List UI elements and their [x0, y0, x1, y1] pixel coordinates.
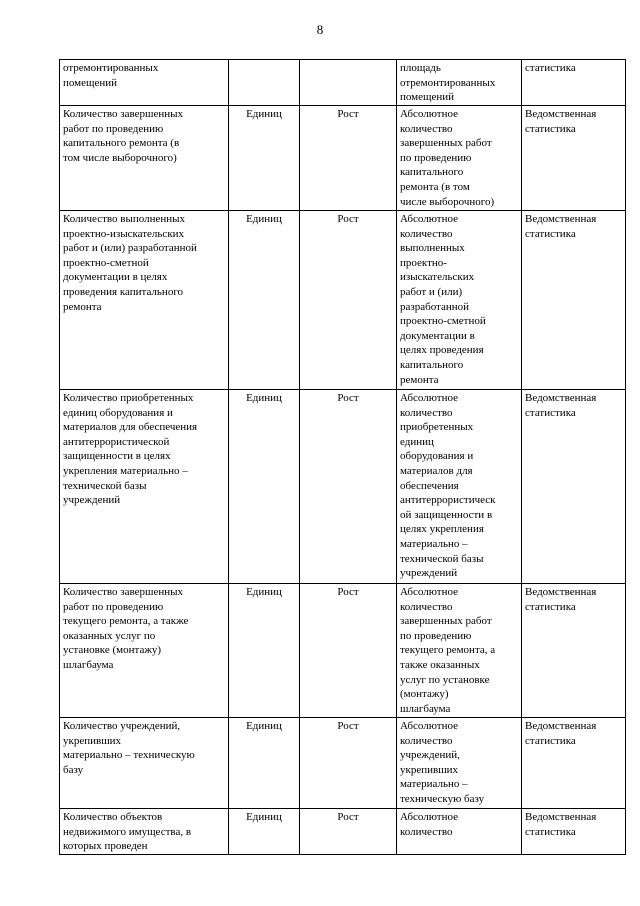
indicator-name: Количество выполненных проектно-изыскательских работ и (или) разработанной проектно-сметной документации в целях проведения капитального ремонта	[63, 213, 197, 313]
trend-cell	[300, 809, 397, 855]
unit-value: Единиц	[246, 586, 282, 598]
unit-cell	[229, 584, 300, 718]
trend-value: Рост	[337, 720, 359, 732]
source-cell	[522, 211, 626, 390]
method-cell	[397, 60, 522, 106]
unit-cell	[229, 211, 300, 390]
table-row	[60, 60, 626, 106]
trend-value: Рост	[337, 392, 359, 404]
data-source: Ведомственная статистика	[525, 586, 597, 613]
calculation-method: Абсолютное количество приобретенных единиц оборудования и материалов для обеспечения антитеррористическ ой защищенности в целях укрепления материально – технической базы учреждений	[400, 392, 496, 580]
unit-cell	[229, 60, 300, 106]
trend-cell	[300, 718, 397, 809]
method-cell	[397, 584, 522, 718]
trend-value: Рост	[337, 213, 359, 225]
source-cell	[522, 718, 626, 809]
unit-cell	[229, 390, 300, 584]
trend-cell	[300, 390, 397, 584]
table-row	[60, 718, 626, 809]
table-row	[60, 809, 626, 855]
data-source: Ведомственная статистика	[525, 392, 597, 419]
method-cell	[397, 809, 522, 855]
indicator-name: Количество объектов недвижимого имущества, в которых проведен	[63, 811, 192, 853]
data-source: Ведомственная статистика	[525, 811, 597, 838]
trend-cell	[300, 584, 397, 718]
table-row	[60, 584, 626, 718]
data-source: Ведомственная статистика	[525, 720, 597, 747]
indicator-name-cell	[60, 390, 229, 584]
indicator-name: Количество завершенных работ по проведению текущего ремонта, а также оказанных услуг по установке (монтажу) шлагбаума	[63, 586, 189, 671]
method-cell	[397, 718, 522, 809]
calculation-method: площадь отремонтированных помещений	[400, 62, 496, 104]
indicator-name-cell	[60, 106, 229, 211]
page-number: 8	[316, 22, 324, 37]
trend-value: Рост	[337, 108, 359, 120]
source-cell	[522, 390, 626, 584]
indicator-name-cell	[60, 60, 229, 106]
table-row	[60, 211, 626, 390]
table-row	[60, 390, 626, 584]
unit-value: Единиц	[246, 720, 282, 732]
source-cell	[522, 60, 626, 106]
unit-value: Единиц	[246, 108, 282, 120]
indicator-name: Количество учреждений, укрепивших материально – техническую базу	[63, 720, 195, 776]
indicator-name: Количество завершенных работ по проведению капитального ремонта (в том числе выборочного)	[63, 108, 184, 164]
calculation-method: Абсолютное количество завершенных работ по проведению текущего ремонта, а также оказанных услуг по установке (монтажу) шлагбаума	[400, 586, 496, 715]
indicator-name-cell	[60, 211, 229, 390]
unit-cell	[229, 106, 300, 211]
trend-cell	[300, 211, 397, 390]
method-cell	[397, 106, 522, 211]
source-cell	[522, 584, 626, 718]
trend-value: Рост	[337, 811, 359, 823]
calculation-method: Абсолютное количество выполненных проектно- изыскательских работ и (или) разработанной проектно-сметной документации в целях проведения капитального ремонта	[400, 213, 486, 386]
data-source: Ведомственная статистика	[525, 108, 597, 135]
unit-value: Единиц	[246, 392, 282, 404]
indicator-name: Количество приобретенных единиц оборудования и материалов для обеспечения антитеррористической защищенности в целях укрепления материально – технической базы учреждений	[63, 392, 198, 507]
trend-cell	[300, 60, 397, 106]
indicator-name: отремонтированных помещений	[63, 62, 159, 89]
method-cell	[397, 211, 522, 390]
source-cell	[522, 106, 626, 211]
data-source: статистика	[525, 62, 576, 74]
trend-cell	[300, 106, 397, 211]
indicators-table	[59, 59, 626, 855]
indicator-name-cell	[60, 809, 229, 855]
unit-value: Единиц	[246, 811, 282, 823]
calculation-method: Абсолютное количество учреждений, укрепивших материально – техническую базу	[400, 720, 485, 805]
trend-value: Рост	[337, 586, 359, 598]
unit-cell	[229, 718, 300, 809]
calculation-method: Абсолютное количество завершенных работ по проведению капитального ремонта (в том числе выборочного)	[400, 108, 495, 208]
unit-cell	[229, 809, 300, 855]
table-row	[60, 106, 626, 211]
method-cell	[397, 390, 522, 584]
unit-value: Единиц	[246, 213, 282, 225]
source-cell	[522, 809, 626, 855]
indicator-name-cell	[60, 718, 229, 809]
calculation-method: Абсолютное количество	[400, 811, 458, 838]
indicator-name-cell	[60, 584, 229, 718]
data-source: Ведомственная статистика	[525, 213, 597, 240]
